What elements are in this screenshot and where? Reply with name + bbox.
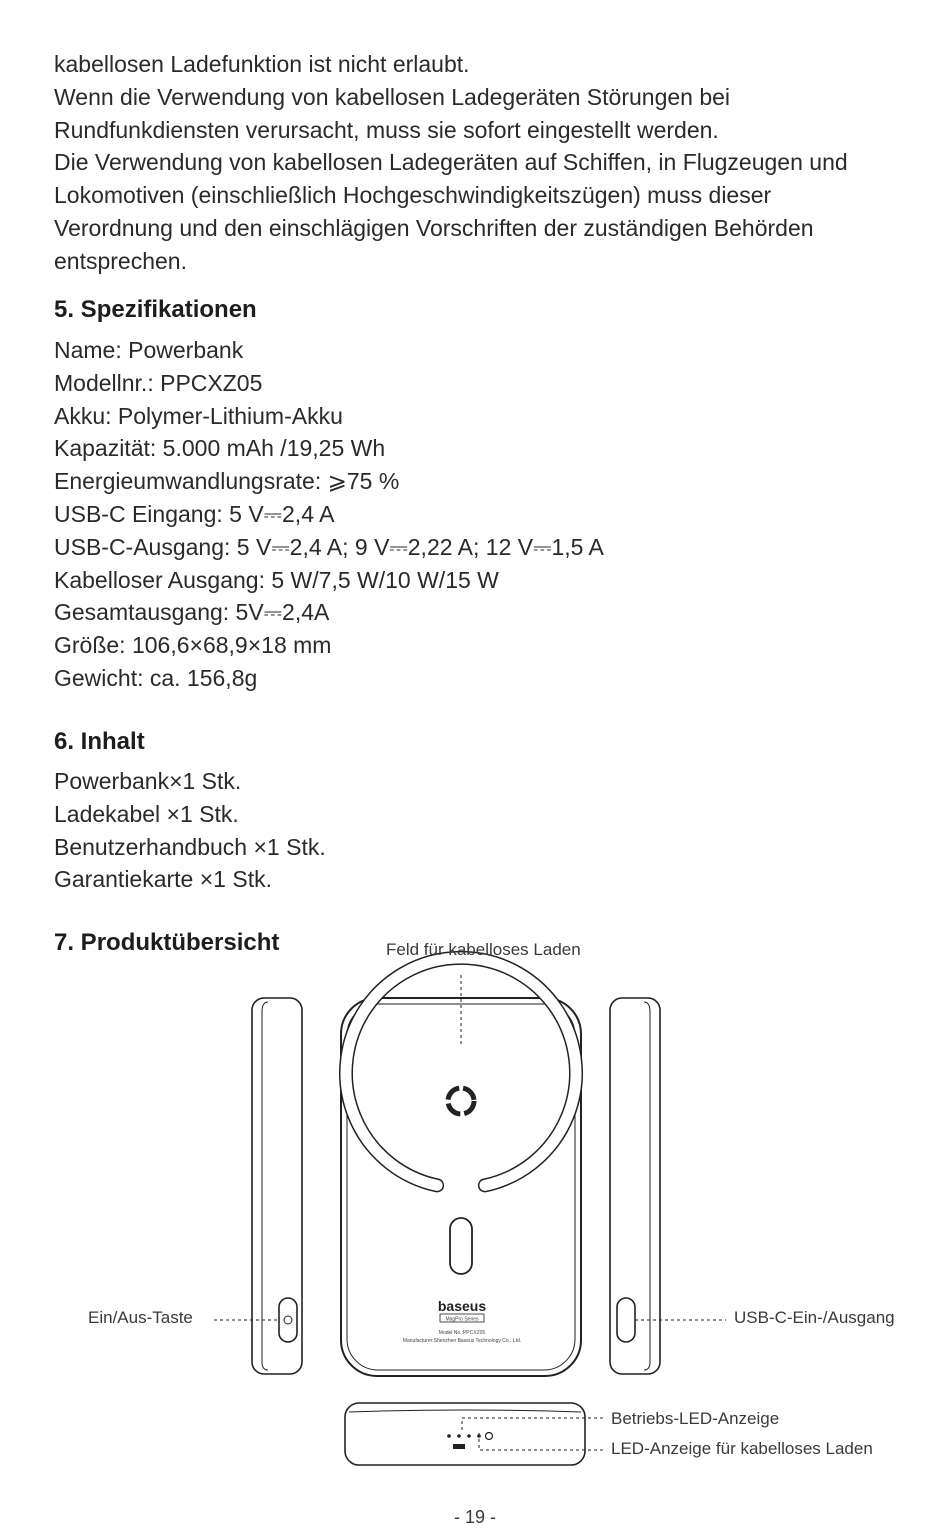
spec-heading: 5. Spezifikationen — [54, 296, 257, 323]
label-wireless-led: LED-Anzeige für kabelloses Laden — [611, 1439, 873, 1458]
spec-item: Akku: Polymer-Lithium-Akku — [54, 402, 343, 429]
page-number: - 19 - — [453, 1507, 496, 1527]
bottom-view — [345, 1403, 585, 1465]
intro-line: Verordnung und den einschlägigen Vorschriften der zuständigen Behörden — [54, 214, 814, 241]
intro-line: kabellosen Ladefunktion ist nicht erlaubt. — [54, 51, 470, 77]
spec-item: Gewicht: ca. 156,8g — [54, 664, 258, 691]
contents-item: Garantiekarte ×1 Stk. — [54, 866, 272, 893]
spec-item: Modellnr.: PPCXZ05 — [54, 369, 263, 396]
contents-item: Powerbank×1 Stk. — [54, 768, 242, 794]
spec-item: Kapazität: 5.000 mAh /19,25 Wh — [54, 435, 386, 462]
right-side-view — [610, 998, 660, 1374]
left-side-view — [252, 998, 302, 1374]
intro-line: Die Verwendung von kabellosen Ladegeräten auf Schiffen, in Flugzeugen und — [54, 149, 848, 176]
led-dot — [457, 1434, 461, 1438]
wireless-led-icon — [486, 1433, 493, 1440]
overview-heading: 7. Produktübersicht — [54, 929, 280, 956]
spec-item: Größe: 106,6×68,9×18 mm — [54, 632, 332, 659]
label-usbc-port: USB-C-Ein-/Ausgang — [734, 1308, 895, 1327]
magnet-slot — [450, 1218, 472, 1274]
device-model: Model No.:PPCXZ05 — [438, 1330, 486, 1336]
wireless-logo-icon — [448, 1088, 474, 1114]
label-wireless-area: Feld für kabelloses Laden — [386, 940, 581, 959]
spec-item: USB-C Eingang: 5 V⎓2,4 A — [54, 500, 335, 527]
label-power-button: Ein/Aus-Taste — [88, 1308, 193, 1327]
intro-line: entsprechen. — [54, 247, 187, 274]
contents-item: Ladekabel ×1 Stk. — [54, 800, 239, 827]
label-status-led: Betriebs-LED-Anzeige — [611, 1409, 780, 1428]
power-button-shape — [279, 1298, 297, 1342]
led-dot — [467, 1434, 471, 1438]
led-dot — [447, 1434, 451, 1438]
usbc-port-shape — [617, 1298, 635, 1342]
contents-item: Benutzerhandbuch ×1 Stk. — [54, 833, 326, 860]
battery-icon — [453, 1444, 465, 1449]
device-manufacturer: Manufacturer:Shenzhen Baseus Technology Co., Ltd. — [402, 1338, 522, 1344]
intro-line: Lokomotiven (einschließlich Hochgeschwindigkeitszügen) muss dieser — [54, 182, 772, 209]
spec-item: Gesamtausgang: 5V⎓2,4A — [54, 599, 330, 626]
device-brand: baseus — [437, 1298, 487, 1314]
spec-item: Energieumwandlungsrate: ⩾75 % — [54, 468, 400, 495]
intro-line: Rundfunkdiensten verursacht, muss sie sofort eingestellt werden. — [54, 116, 719, 143]
contents-heading: 6. Inhalt — [54, 728, 145, 755]
power-icon — [284, 1316, 292, 1324]
spec-item: Name: Powerbank — [54, 337, 244, 363]
spec-item: USB-C-Ausgang: 5 V⎓2,4 A; 9 V⎓2,22 A; 12 V⎓1,5 A — [54, 533, 604, 560]
intro-line: Wenn die Verwendung von kabellosen Ladegeräten Störungen bei — [54, 83, 731, 110]
spec-item: Kabelloser Ausgang: 5 W/7,5 W/10 W/15 W — [54, 566, 499, 593]
device-series: MagPro Series — [445, 1316, 479, 1323]
leader-lines — [214, 975, 726, 1450]
